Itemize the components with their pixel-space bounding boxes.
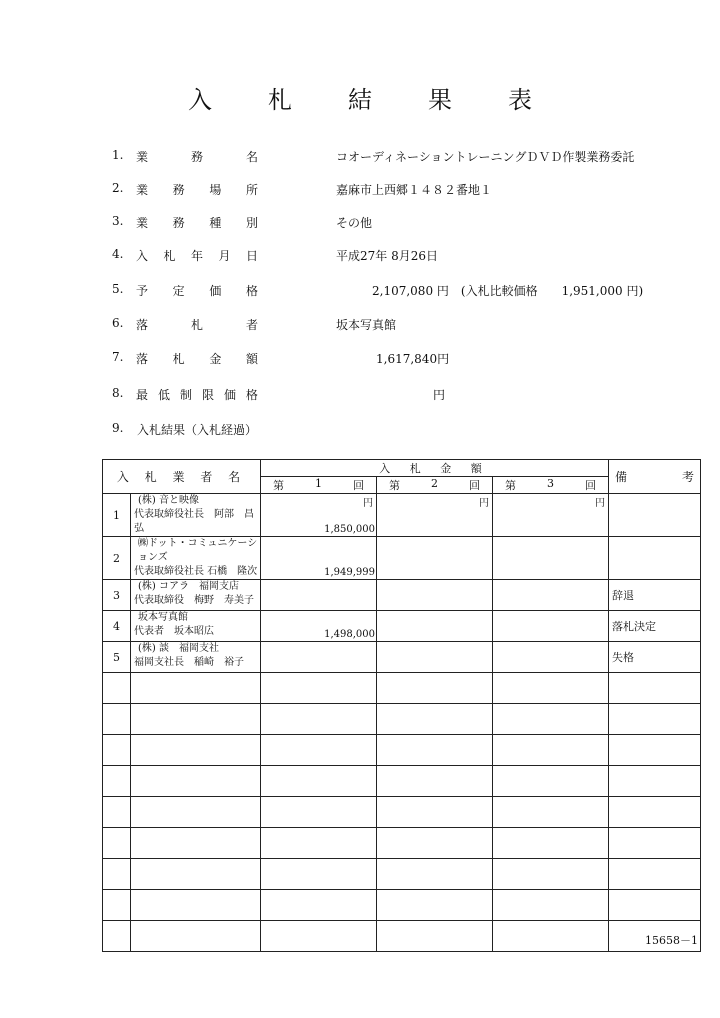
title-char: 札 (268, 86, 292, 114)
bid-amount-round-1 (261, 673, 377, 704)
info-label (136, 282, 258, 299)
info-label-char: 低 (157, 388, 170, 402)
info-label-char: 価 (223, 388, 236, 402)
yen-unit: 円 (595, 498, 606, 509)
info-label-char: 業 (136, 183, 149, 197)
bid-amount-round-1 (261, 921, 377, 952)
info-label-char: 日 (245, 249, 258, 263)
bid-amount-round-1 (261, 537, 377, 580)
bid-amount-round-3 (493, 828, 609, 859)
info-label-char: 務 (190, 150, 203, 164)
table-row (103, 580, 701, 611)
bid-amount-round-3 (493, 735, 609, 766)
bid-amount-round-2 (377, 580, 493, 611)
remarks-cell (609, 673, 701, 704)
row-number: 5 (103, 642, 131, 673)
bidder-name-cell (131, 890, 261, 921)
info-label-char: 格 (245, 388, 258, 402)
info-label-char: 所 (245, 183, 258, 197)
info-row (0, 350, 720, 370)
bid-amount-round-3 (493, 642, 609, 673)
bidder-representative: 福岡支社長 稲崎 裕子 (134, 657, 244, 668)
info-label-char: 札 (190, 318, 203, 332)
bid-amount-round-3 (493, 704, 609, 735)
row-number (103, 797, 131, 828)
bid-amount-value: 1,498,000 (324, 629, 376, 640)
bid-amount-round-2 (377, 494, 493, 537)
bid-amount-round-1 (261, 494, 377, 537)
info-label (136, 247, 258, 264)
row-number (103, 735, 131, 766)
bidder-company: (株) 談 福岡支社 (138, 643, 219, 654)
table-row (103, 921, 701, 952)
bid-amount-round-3 (493, 766, 609, 797)
bid-amount-round-3 (493, 859, 609, 890)
table-row (103, 642, 701, 673)
bidder-name-cell (131, 766, 261, 797)
info-row (0, 316, 720, 336)
info-label (136, 386, 258, 403)
remarks-cell: 辞退 (609, 580, 701, 611)
header-remarks: 備 考 (609, 460, 701, 494)
info-label (136, 214, 258, 231)
bid-amount-round-3 (493, 537, 609, 580)
info-value: その他 (336, 216, 373, 230)
remarks-cell (609, 704, 701, 735)
table-row (103, 735, 701, 766)
remarks-cell: 失格 (609, 642, 701, 673)
remarks-cell (609, 828, 701, 859)
info-row (0, 386, 720, 406)
remarks-cell (609, 494, 701, 537)
bid-amount-round-3 (493, 921, 609, 952)
info-label-char: 務 (172, 183, 185, 197)
row-number (103, 828, 131, 859)
bid-amount-round-1 (261, 766, 377, 797)
bid-amount-round-2 (377, 828, 493, 859)
info-label-char: 定 (172, 284, 185, 298)
info-label-char: 者 (245, 318, 258, 332)
bid-amount-round-1 (261, 580, 377, 611)
bid-amount-round-1 (261, 642, 377, 673)
row-number (103, 859, 131, 890)
table-row (103, 611, 701, 642)
remarks-cell (609, 890, 701, 921)
info-label-char: 金 (209, 352, 222, 366)
remarks-cell (609, 735, 701, 766)
info-label-char: 務 (172, 216, 185, 230)
page-number: 15658－1 (645, 934, 698, 947)
yen-unit: 円 (479, 498, 490, 509)
bid-amount-round-2 (377, 642, 493, 673)
title-char: 結 (348, 86, 372, 114)
info-label-char: 年 (190, 249, 203, 263)
row-number: 3 (103, 580, 131, 611)
bid-amount-round-2 (377, 611, 493, 642)
info-label (136, 316, 258, 333)
info-label-char: 業 (136, 150, 149, 164)
info-number: 2. (112, 181, 124, 195)
info-row (0, 148, 720, 168)
info-label-char: 入 (136, 249, 149, 263)
table-row (103, 797, 701, 828)
info-number: 6. (112, 316, 124, 330)
header-round-1: 第 1 回 (261, 477, 377, 494)
bid-amount-round-1 (261, 611, 377, 642)
title-char: 果 (428, 86, 452, 114)
row-number (103, 766, 131, 797)
row-number: 1 (103, 494, 131, 537)
bid-amount-round-2 (377, 537, 493, 580)
info-value: 嘉麻市上西郷１４８２番地１ (336, 183, 493, 197)
info-value: 1,617,840円 (376, 352, 450, 366)
bidder-name-cell (131, 859, 261, 890)
bid-amount-round-1 (261, 890, 377, 921)
table-row (103, 704, 701, 735)
info-value: コオーディネーショントレーニングＤＶＤ作製業務委託 (336, 150, 635, 164)
info-number: 7. (112, 350, 124, 364)
table-row (103, 890, 701, 921)
bidder-name-cell (131, 642, 261, 673)
remarks-cell (609, 797, 701, 828)
bid-amount-round-3 (493, 890, 609, 921)
bid-amount-round-1 (261, 797, 377, 828)
bid-amount-value: 1,850,000 (324, 524, 376, 535)
info-label-char: 札 (163, 249, 176, 263)
bidder-name-cell (131, 828, 261, 859)
bidder-name-cell (131, 921, 261, 952)
bidder-name-cell (131, 704, 261, 735)
bid-amount-round-2 (377, 797, 493, 828)
bidder-company: ㈱ドット・コミュニケーションズ (138, 538, 258, 563)
bid-amount-round-2 (377, 673, 493, 704)
bidder-name-cell (131, 673, 261, 704)
bidder-company: (株) コアラ 福岡支店 (138, 581, 239, 592)
bid-amount-round-3 (493, 494, 609, 537)
bid-amount-round-1 (261, 704, 377, 735)
info-number: 8. (112, 386, 124, 400)
info-value: 坂本写真館 (336, 318, 397, 332)
header-round-2: 第 2 回 (377, 477, 493, 494)
bid-amount-round-2 (377, 704, 493, 735)
info-label (136, 350, 258, 367)
info-label-char: 場 (209, 183, 222, 197)
row-number (103, 704, 131, 735)
info-label-char: 格 (245, 284, 258, 298)
bid-amount-round-2 (377, 766, 493, 797)
title-char: 表 (508, 86, 532, 114)
row-number (103, 890, 131, 921)
row-number: 4 (103, 611, 131, 642)
table-row (103, 828, 701, 859)
info-row (0, 421, 720, 441)
table-row (103, 673, 701, 704)
info-row (0, 282, 720, 302)
info-label-char: 限 (201, 388, 214, 402)
header-round-3: 第 3 回 (493, 477, 609, 494)
bid-amount-round-3 (493, 673, 609, 704)
bid-amount-round-3 (493, 580, 609, 611)
info-value: 2,107,080 円 (入札比較価格 1,951,000 円) (372, 284, 644, 298)
bid-amount-round-1 (261, 735, 377, 766)
bidder-name-cell (131, 611, 261, 642)
info-label (136, 181, 258, 198)
bidder-company: 坂本写真館 (138, 612, 188, 623)
info-label-char: 業 (136, 216, 149, 230)
info-label (136, 148, 258, 165)
info-label-char: 予 (136, 284, 149, 298)
bidder-representative: 代表取締役社長 阿部 昌弘 (134, 509, 254, 534)
info-label-char: 種 (209, 216, 222, 230)
info-label-char: 名 (245, 150, 258, 164)
bid-amount-round-1 (261, 859, 377, 890)
info-label-char: 価 (209, 284, 222, 298)
info-number: 1. (112, 148, 124, 162)
bidder-representative: 代表取締役社長 石橋 隆次 (134, 566, 258, 577)
info-label-char: 別 (245, 216, 258, 230)
info-number: 9. (112, 421, 124, 435)
table-row (103, 859, 701, 890)
info-label-char: 月 (218, 249, 231, 263)
bid-amount-round-2 (377, 859, 493, 890)
remarks-cell (609, 537, 701, 580)
info-label: 入札結果（入札経過） (137, 423, 258, 437)
bid-amount-round-1 (261, 828, 377, 859)
table-row (103, 766, 701, 797)
header-bidder-name: 入 札 業 者 名 (103, 460, 261, 494)
row-number (103, 673, 131, 704)
remarks-cell: 落札決定 (609, 611, 701, 642)
table-row (103, 537, 701, 580)
info-label-char: 落 (136, 352, 149, 366)
bid-amount-round-2 (377, 921, 493, 952)
bid-amount-round-2 (377, 735, 493, 766)
bid-amount-round-3 (493, 611, 609, 642)
bid-results-table (102, 459, 701, 952)
info-label-char: 額 (245, 352, 258, 366)
row-number: 2 (103, 537, 131, 580)
bidder-name-cell (131, 797, 261, 828)
info-value: 円 (433, 388, 446, 402)
bidder-name-cell (131, 537, 261, 580)
title-char: 入 (188, 86, 212, 114)
info-row (0, 247, 720, 267)
bid-amount-round-2 (377, 890, 493, 921)
document-title (0, 80, 720, 115)
info-label-char: 制 (179, 388, 192, 402)
info-label-char: 最 (136, 388, 149, 402)
info-label-char: 落 (136, 318, 149, 332)
header-bid-amount: 入 札 金 額 (261, 460, 609, 477)
info-number: 3. (112, 214, 124, 228)
info-row (0, 181, 720, 201)
row-number (103, 921, 131, 952)
bidder-name-cell (131, 735, 261, 766)
bid-amount-value: 1,949,999 (324, 567, 376, 578)
table-row (103, 494, 701, 537)
bidder-representative: 代表取締役 梅野 寿美子 (134, 595, 254, 606)
bidder-company: (株) 音と映像 (138, 495, 199, 506)
remarks-cell (609, 859, 701, 890)
info-row (0, 214, 720, 234)
info-number: 5. (112, 282, 124, 296)
remarks-cell (609, 766, 701, 797)
bidder-name-cell (131, 580, 261, 611)
bidder-name-cell (131, 494, 261, 537)
yen-unit: 円 (363, 498, 374, 509)
bid-amount-round-3 (493, 797, 609, 828)
bidder-representative: 代表者 坂本昭広 (134, 626, 214, 637)
info-number: 4. (112, 247, 124, 261)
info-value: 平成27年 8月26日 (336, 249, 438, 263)
info-label-char: 札 (172, 352, 185, 366)
